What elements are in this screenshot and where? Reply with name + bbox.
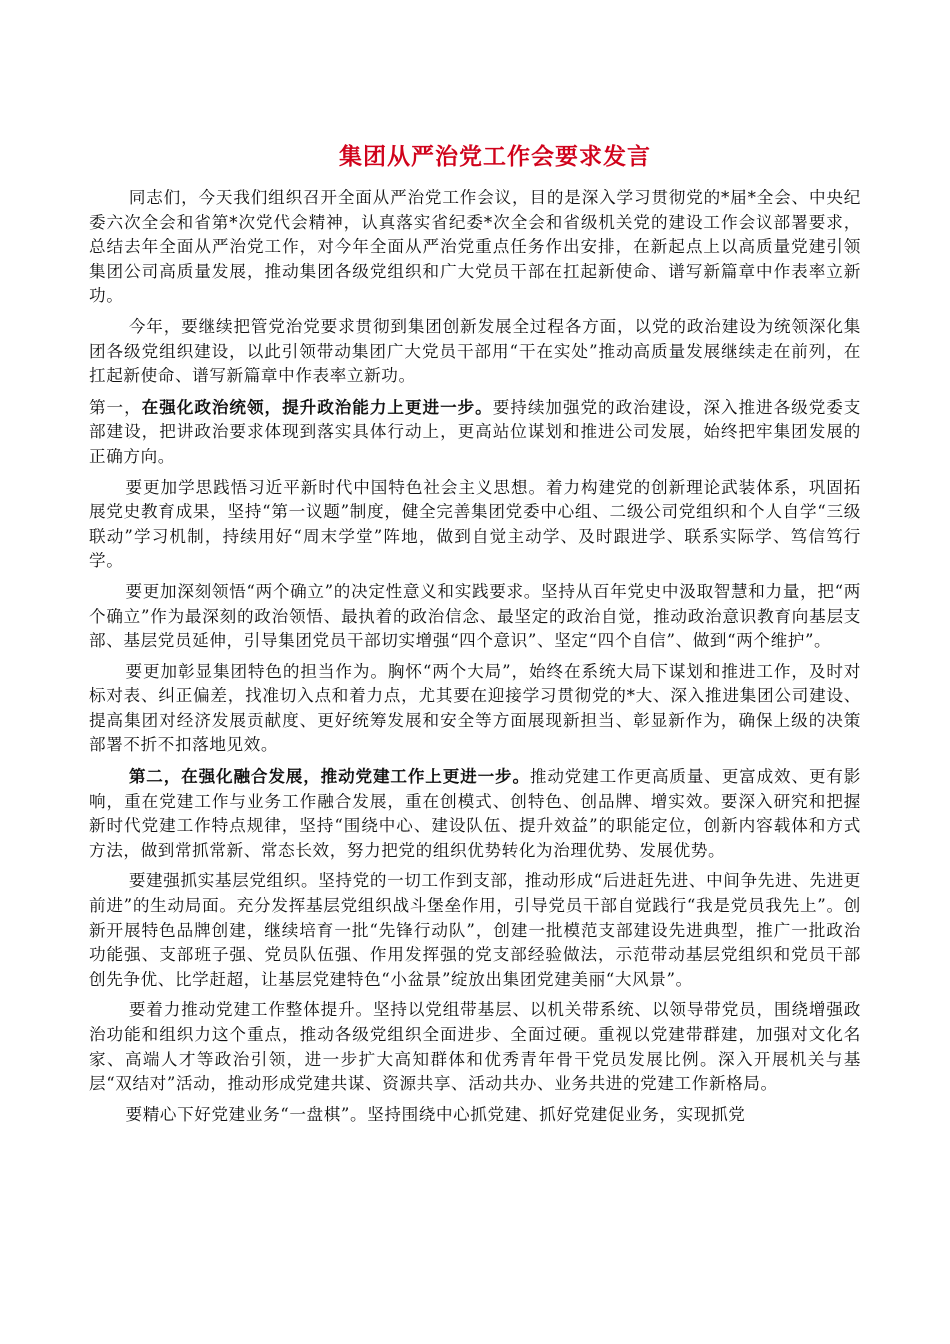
document-page	[89, 140, 861, 1133]
paragraph-one-chessboard: 要精心下好党建业务“一盘棋”。坚持围绕中心抓党建、抓好党建促业务，实现抓党	[125, 1104, 746, 1124]
paragraph-study-thought: 要更加学思践悟习近平新时代中国特色社会主义思想。着力构建党的创新理论武装体系，巩固拓展党史教育成果，坚持“第一议题”制度，健全完善集团党委中心组、二级公司党组织和个人自学“三级联动”学习机制，持续用好“周末学堂”阵地，做到自觉主动学、及时跟进学、联系实际学、笃信笃行学。	[89, 477, 861, 571]
document-title: 集团从严治党工作会要求发言	[339, 143, 651, 170]
paragraph-second-point	[89, 764, 861, 863]
paragraph-overall-improvement: 要着力推动党建工作整体提升。坚持以党组带基层、以机关带系统、以领导带党员，围绕增强政治功能和组织力这个重点，推动各级党组织全面进步、全面过硬。重视以党建带群建，加强对文化名家、高端人才等政治引领，进一步扩大高知群体和优秀青年骨干党员发展比例。深入开展机关与基层“双结对”活动，推动形成党建共谋、资源共享、活动共办、业务共进的党建工作新格局。	[89, 1000, 861, 1094]
paragraph-grassroots-organization: 要建强抓实基层党组织。坚持党的一切工作到支部，推动形成“后进赶先进、中间争先进、先进更前进”的生动局面。充分发挥基层党组织战斗堡垒作用，引导党员干部自觉践行“我是党员我先上”。创新开展特色品牌创建，继续培育一批“先锋行动队”，创建一批模范支部建设先进典型，推广一批政治功能强、支部班子强、党员队伍强、作用发挥强的党支部经验做法，示范带动基层党组织和党员干部创先争优、比学赶超，让基层党建特色“小盆景”绽放出集团党建美丽“大风景”。	[89, 871, 861, 989]
paragraph-first-point	[89, 395, 861, 470]
second-point-heading: 第二，在强化融合发展，推动党建工作上更进一步。	[128, 766, 530, 787]
paragraph-group-responsibility: 要更加彰显集团特色的担当作为。胸怀“两个大局”，始终在系统大局下谋划和推进工作，及时对标对表、纠正偏差，找准切入点和着力点，尤其要在迎接学习贯彻党的*大、深入推进集团公司建设、提高集团对经济发展贡献度、更好统筹发展和安全等方面展现新担当、彰显新作为，确保上级的决策部署不折不扣落地见效。	[89, 661, 861, 755]
first-point-body: 要持续加强党的政治建设，深入推进各级党委支部建设，把讲政治要求体现到落实具体行动上，更高站位谋划和推进公司发展，始终把牢集团发展的正确方向。	[89, 397, 861, 466]
second-point-body: 推动党建工作更高质量、更富成效、更有影响，重在党建工作与业务工作融合发展，重在创模式、创特色、创品牌、增实效。要深入研究和把握新时代党建工作特点规律，坚持“围绕中心、建设队伍、提升效益”的职能定位，创新内容载体和方式方法，做到常抓常新、常态长效，努力把党的组织优势转化为治理优势、发展优势。	[89, 767, 861, 860]
paragraph-opening: 同志们，今天我们组织召开全面从严治党工作会议，目的是深入学习贯彻党的*届*全会、中央纪委六次全会和省第*次党代会精神，认真落实省纪委*次全会和省级机关党的建设工作会议部署要求，总结去年全面从严治党工作，对今年全面从严治党重点任务作出安排，在新起点上以高质量党建引领集团公司高质量发展，推动集团各级党组织和广大党员干部在扛起新使命、谱写新篇章中作表率立新功。	[89, 188, 861, 306]
first-point-lead: 第一，	[89, 397, 142, 417]
first-point-heading: 在强化政治统领，提升政治能力上更进一步。	[141, 396, 493, 417]
paragraph-two-establishments: 要更加深刻领悟“两个确立”的决定性意义和实践要求。坚持从百年党史中汲取智慧和力量，把“两个确立”作为最深刻的政治领悟、最执着的政治信念、最坚定的政治自觉，推动政治意识教育向基层支部、基层党员延伸，引导集团党员干部切实增强“四个意识”、坚定“四个自信”、做到“两个维护”。	[89, 581, 861, 651]
paragraph-this-year: 今年，要继续把管党治党要求贯彻到集团创新发展全过程各方面，以党的政治建设为统领深化集团各级党组织建设，以此引领带动集团广大党员干部用“干在实处”推动高质量发展继续走在前列，在扛起新使命、谱写新篇章中作表率立新功。	[89, 316, 861, 386]
